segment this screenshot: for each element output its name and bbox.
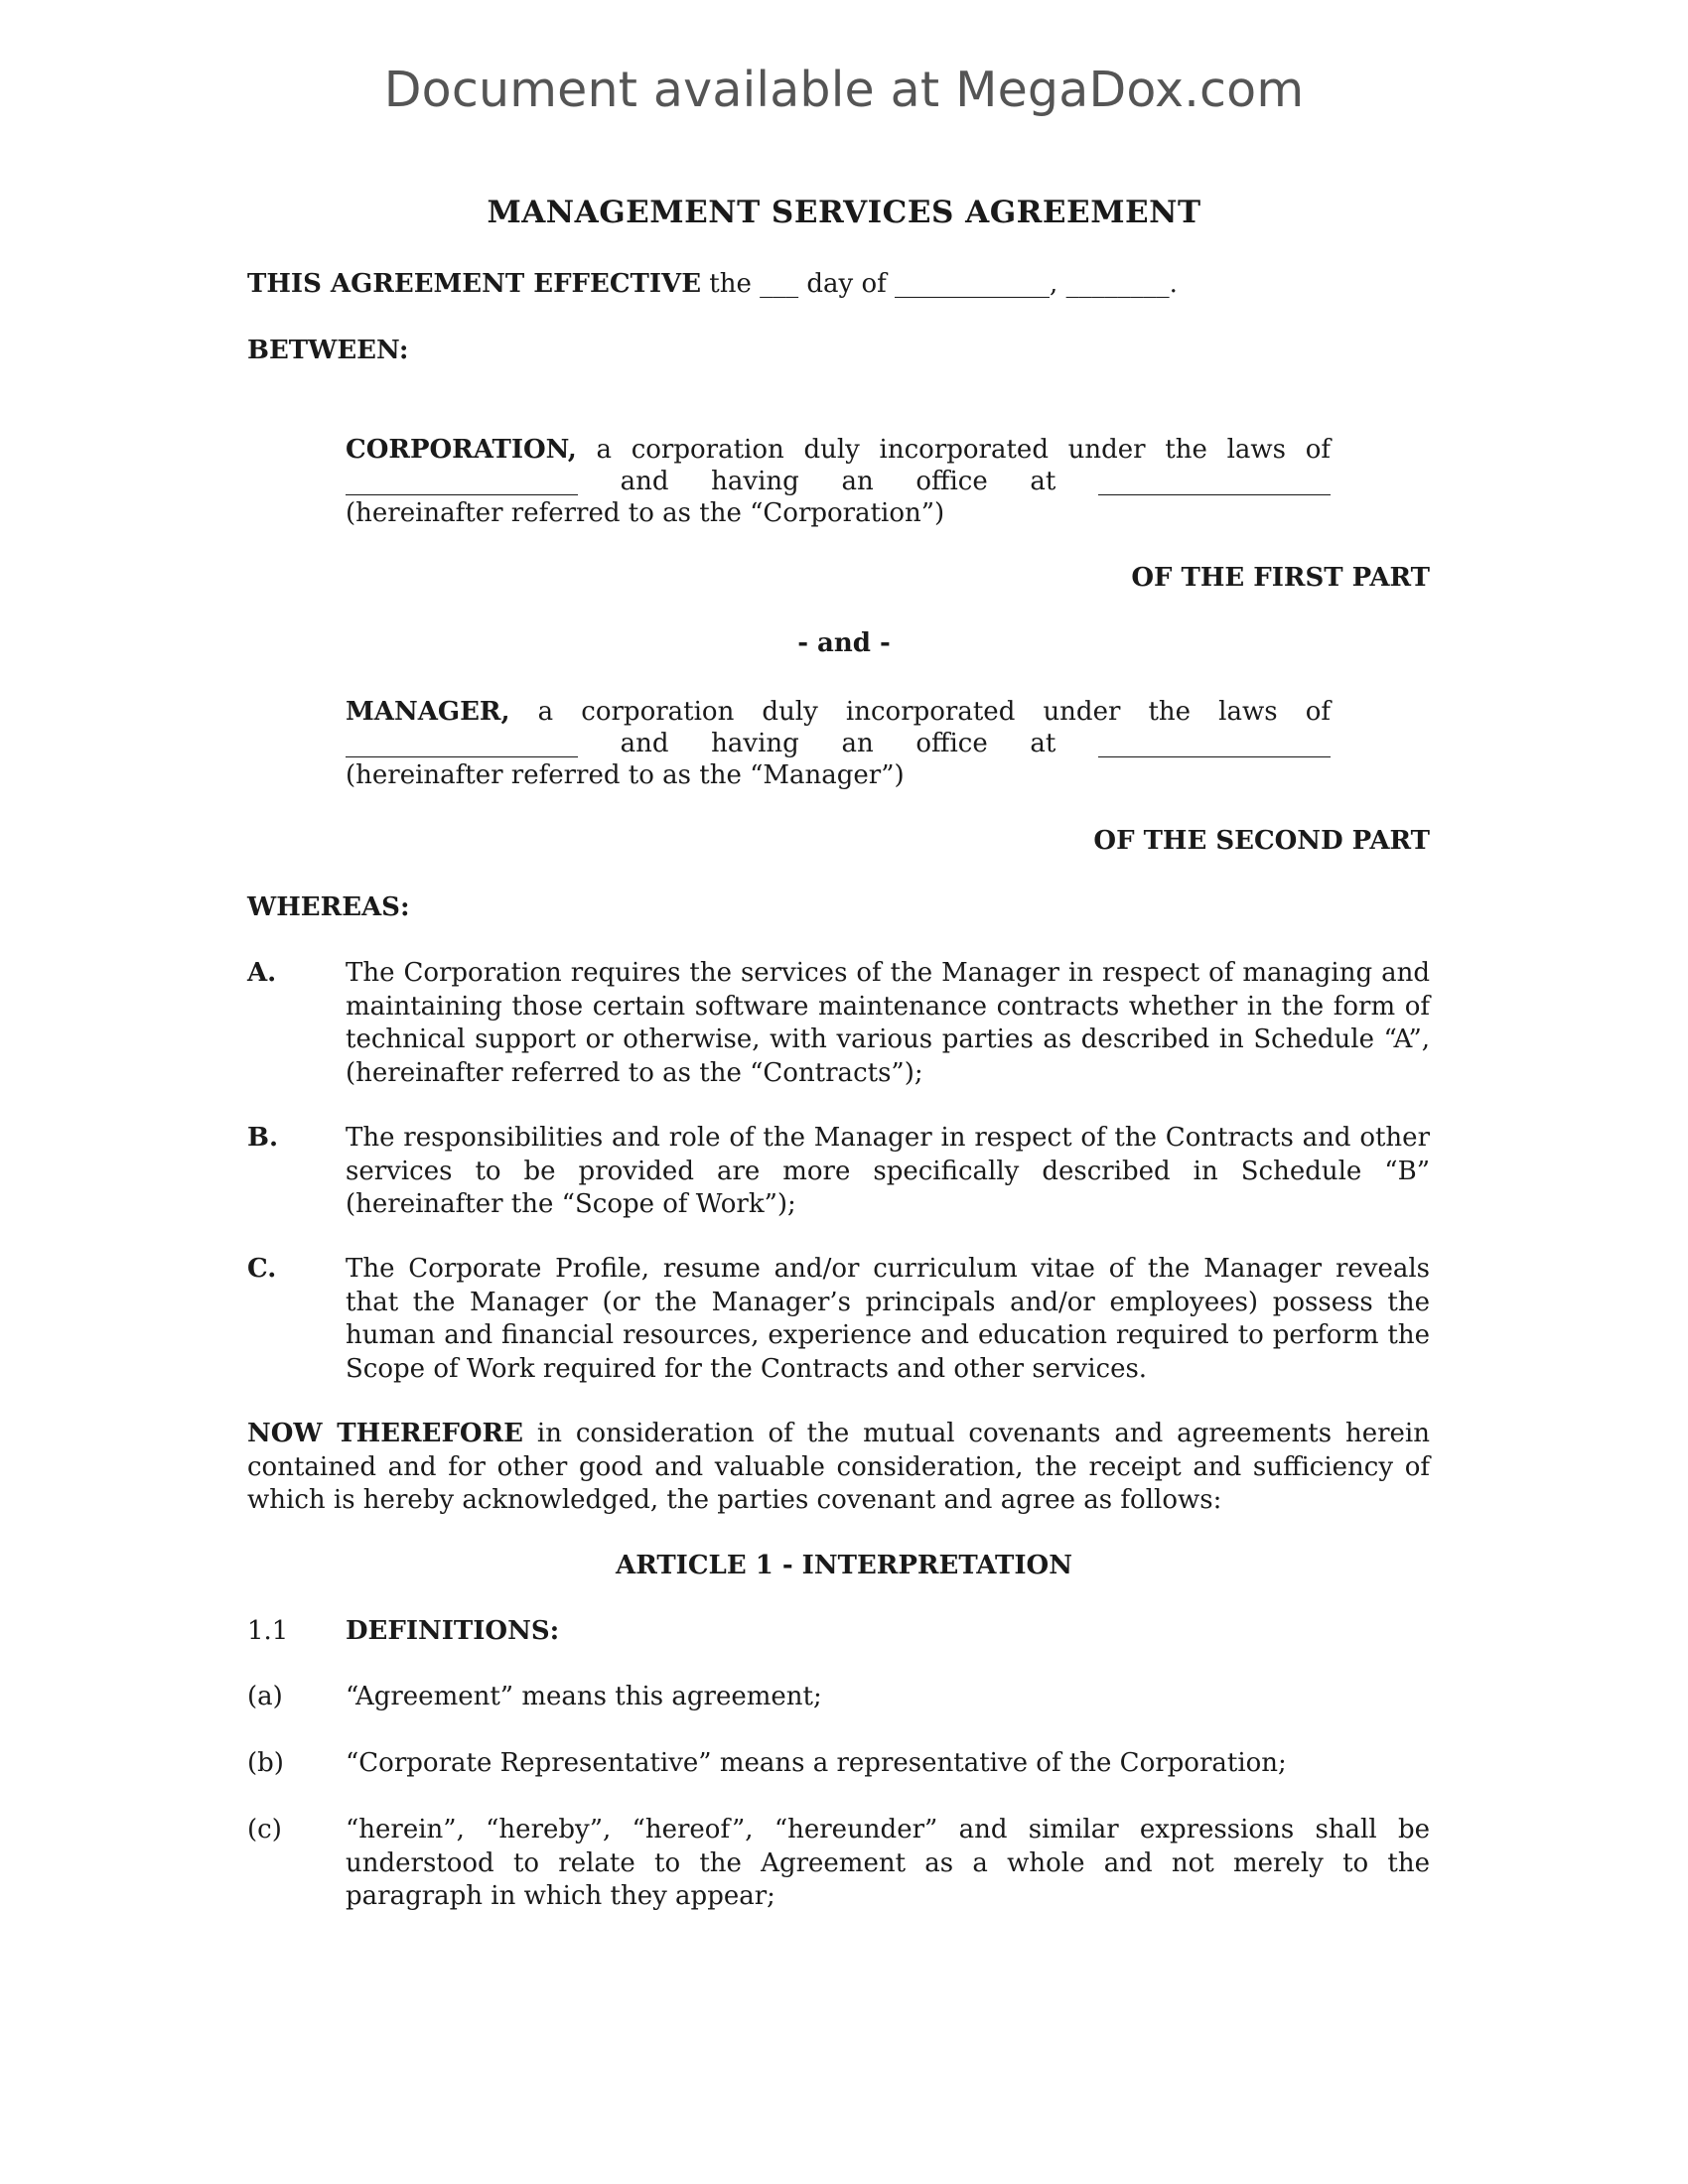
manager-word: under [1043, 697, 1121, 727]
recital-text: The Corporate Profile, resume and/or curriculum vitae of the Manager reveals that the Manager (or the Manager’s principals and/or employees) possess the human and financial resources, experience and education required to perform the Scope of Work required for the Contracts and other services. [346, 1254, 1430, 1384]
manager-word: and [620, 729, 669, 758]
effective-line [247, 268, 1178, 301]
manager-word: laws [1218, 697, 1278, 727]
manager-word: office [915, 729, 988, 758]
corporation-word: a [596, 435, 613, 465]
corporation-word: incorporated [879, 435, 1049, 465]
recital-label: A. [247, 958, 277, 988]
section-title: DEFINITIONS: [346, 1616, 560, 1646]
watermark: Document available at MegaDox.com [383, 62, 1305, 118]
manager-word: __________________ [1097, 729, 1331, 758]
manager-word: the [1148, 697, 1192, 727]
manager-word: MANAGER, [346, 697, 510, 727]
first-part-label: OF THE FIRST PART [1131, 563, 1430, 593]
manager-line-1 [346, 696, 1331, 729]
manager-word: an [841, 729, 874, 758]
now-therefore-paragraph [247, 1418, 1430, 1518]
definition-label: (a) [247, 1682, 283, 1711]
section-number: 1.1 [247, 1616, 289, 1646]
definition-label: (c) [247, 1815, 282, 1844]
corporation-word: an [841, 467, 874, 496]
corporation-word: under [1067, 435, 1146, 465]
corporation-line-2 [346, 466, 1331, 498]
corporation-line-3: (hereinafter referred to as the “Corporation”) [346, 498, 945, 528]
page-title: MANAGEMENT SERVICES AGREEMENT [487, 195, 1201, 230]
corporation-word: laws [1226, 435, 1286, 465]
manager-word: having [711, 729, 799, 758]
recital-label: B. [247, 1123, 279, 1153]
manager-line-2 [346, 728, 1331, 760]
article-1-heading: ARTICLE 1 - INTERPRETATION [616, 1551, 1072, 1580]
manager-word: of [1305, 697, 1331, 727]
corporation-word: corporation [631, 435, 784, 465]
corporation-word: __________________ [346, 467, 578, 496]
corporation-word: of [1305, 435, 1331, 465]
manager-word: a [537, 697, 554, 727]
recital-label: C. [247, 1254, 277, 1284]
corporation-word: having [711, 467, 799, 496]
corporation-word: office [915, 467, 988, 496]
definition-text: “herein”, “hereby”, “hereof”, “hereunder” and similar expressions shall be understood to relate to the Agreement as a whole and not merely to the paragraph in which they appear; [346, 1815, 1430, 1911]
recital-text: The Corporation requires the services of the Manager in respect of managing and maintaining those certain software maintenance contracts whether in the form of technical support or otherwise, with various parties as described in Schedule “A”, (hereinafter referred to as the “Contracts”); [346, 958, 1430, 1088]
manager-word: incorporated [845, 697, 1016, 727]
between-heading: BETWEEN: [247, 336, 409, 365]
corporation-word: __________________ [1097, 467, 1331, 496]
corporation-word: at [1030, 467, 1056, 496]
effective-bold: THIS AGREEMENT EFFECTIVE [247, 269, 702, 299]
corporation-word: duly [803, 435, 860, 465]
manager-word: corporation [581, 697, 735, 727]
corporation-line-1 [346, 434, 1331, 467]
manager-line-3: (hereinafter referred to as the “Manager”) [346, 760, 905, 790]
effective-rest: the ___ day of ____________, ________. [701, 269, 1178, 299]
whereas-heading: WHEREAS: [247, 892, 410, 922]
now-therefore-bold: NOW THEREFORE [247, 1419, 523, 1448]
definition-text: “Agreement” means this agreement; [346, 1682, 822, 1711]
recital-text: The responsibilities and role of the Manager in respect of the Contracts and other services to be provided are more specifically described in Schedule “B” (hereinafter the “Scope of Work”); [346, 1123, 1430, 1219]
definition-text: “Corporate Representative” means a representative of the Corporation; [346, 1748, 1287, 1778]
definition-label: (b) [247, 1748, 284, 1778]
corporation-word: the [1165, 435, 1207, 465]
manager-word: duly [762, 697, 818, 727]
and-separator: - and - [797, 628, 891, 658]
corporation-word: and [620, 467, 669, 496]
manager-word: __________________ [346, 729, 578, 758]
second-part-label: OF THE SECOND PART [1093, 826, 1430, 856]
manager-word: at [1030, 729, 1056, 758]
now-therefore-rest: in consideration of the mutual covenants and agreements herein contained and for other good and valuable consideration, the receipt and sufficiency of which is hereby acknowledged, the parties covenant and agree as follows: [247, 1419, 1430, 1515]
corporation-word: CORPORATION, [346, 435, 577, 465]
